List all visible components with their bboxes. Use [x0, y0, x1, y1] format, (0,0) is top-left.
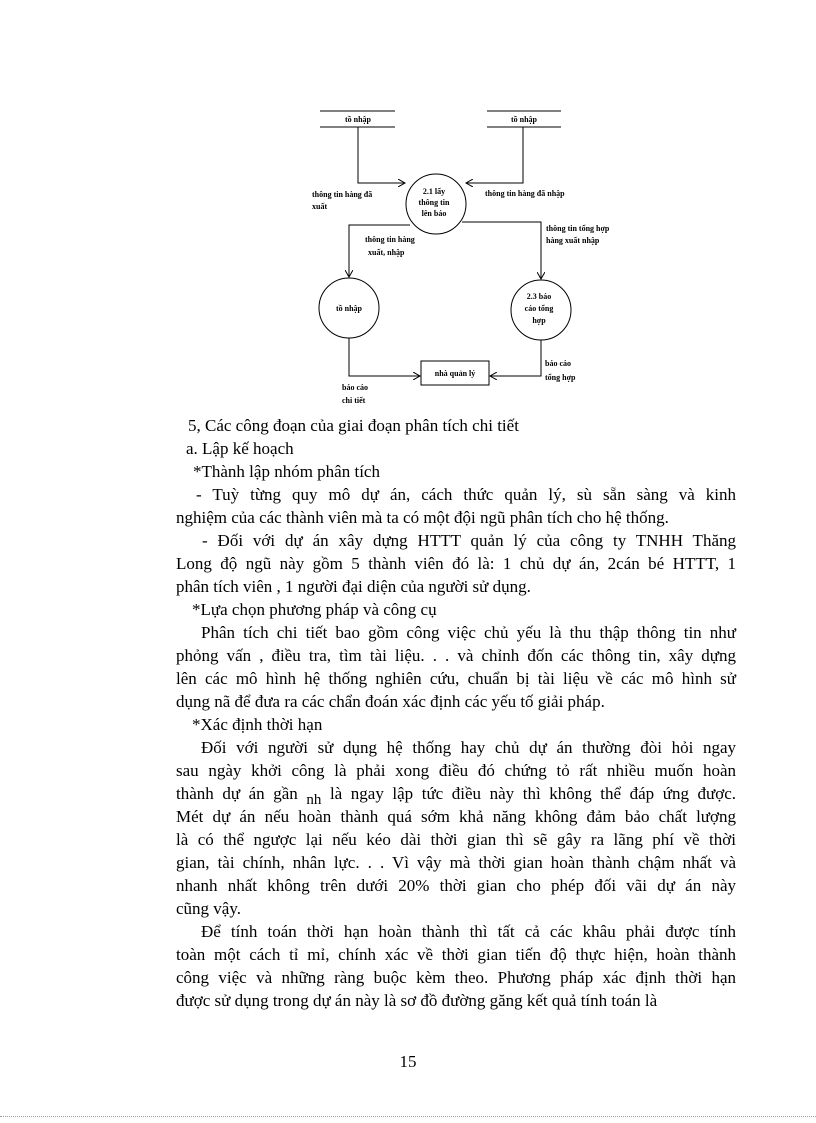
- paragraph-line: - Tuỳ từng quy mô dự án, cách thức quản lý, sù sẵn sàng và kinh: [196, 485, 736, 504]
- body-text: [176, 414, 736, 1012]
- process-center-line1: 2.1 lấy: [422, 187, 446, 196]
- paragraph-line: Mét dự án nếu hoàn thành quá sớm khả năng không đảm bảo chất lượng: [176, 807, 736, 826]
- paragraph-line: Long độ ngũ này gồm 5 thành viên đó là: 1 chủ dự án, 2cán bé HTTT, 1: [176, 554, 736, 573]
- paragraph-line: sau ngày khởi công là phải xong điều đó chứng tỏ rất nhiều muốn hoàn: [176, 761, 736, 780]
- text-fragment: là ngay lập tức điều này thì không thể đáp ứng được.: [329, 784, 737, 803]
- paragraph-line: Để tính toán thời hạn hoàn thành thì tất cả các khâu phải được tính: [201, 922, 736, 941]
- paragraph-line: là có thể ngược lại nếu kéo dài thời gian thì sẽ gây ra lãng phí về thời: [176, 830, 736, 849]
- process-left-label: tồ nhập: [335, 304, 363, 313]
- paragraph-line: dụng nã để đưa ra các chẩn đoán xác định các yếu tố giải pháp.: [176, 692, 605, 711]
- process-center: [406, 174, 466, 234]
- flow-right-to-entity: [490, 340, 541, 376]
- page-bottom-divider: [0, 1116, 816, 1117]
- data-store-left-label: tồ nhập: [344, 115, 372, 124]
- data-store-left: [320, 111, 395, 127]
- flow-label-left-in-1: thông tin hàng đã: [312, 190, 373, 199]
- data-flow-diagram: [0, 0, 816, 420]
- paragraph-line: gian, tài chính, nhân lực. . . Vì vậy mà thời gian hoàn thành chậm nhất và: [176, 853, 736, 872]
- flow-center-to-right: [462, 222, 541, 279]
- process-right: [511, 280, 571, 340]
- paragraph-line: - Đối với dự án xây dựng HTTT quản lý của công ty TNHH Thăng: [202, 531, 736, 550]
- paragraph-line: Phân tích chi tiết bao gồm công việc chủ yếu là thu thập thông tin như: [201, 623, 736, 642]
- paragraph-line: nghiệm của các thành viên mà ta có một đội ngũ phân tích cho hệ thống.: [176, 508, 669, 527]
- paragraph-line: được sử dụng trong dự án này là sơ đồ đường găng kết quả tính toán là: [176, 991, 658, 1010]
- paragraph-line: phỏng vấn , điều tra, tìm tài liệu. . . và chỉnh đốn các thông tin, xây dựng: [176, 646, 736, 665]
- process-left: [319, 278, 379, 338]
- paragraph-line: cũng vậy.: [176, 899, 241, 918]
- flow-left-to-entity: [349, 338, 420, 376]
- flow-label-center-right-2: hàng xuất nhập: [546, 236, 600, 245]
- flow-label-right-in: thông tin hàng đã nhập: [485, 189, 565, 198]
- flow-label-center-left-1: thông tin hàng: [365, 235, 415, 244]
- paragraph-line: nhanh nhất không trên dưới 20% thời gian cho phép đối vãi dự án này: [176, 876, 736, 895]
- flow-right-store-to-center: [466, 127, 523, 183]
- process-center-line2: thông tin: [418, 198, 450, 207]
- external-entity-label: nhà quản lý: [434, 369, 476, 378]
- topic-heading-deadline: *Xác định thời hạn: [192, 715, 323, 734]
- flow-left-store-to-center: [358, 127, 405, 183]
- flow-label-right-bottom-2: tổng hợp: [545, 373, 576, 382]
- text-fragment: thành dự án gần: [176, 784, 298, 803]
- flow-label-left-bottom-2: chi tiết: [342, 396, 366, 405]
- topic-heading-team: *Thành lập nhóm phân tích: [193, 462, 380, 481]
- section-heading: 5, Các công đoạn của giai đoạn phân tích chi tiết: [188, 416, 519, 435]
- data-store-right-label: tồ nhập: [510, 115, 538, 124]
- flow-label-center-left-2: xuất, nhập: [368, 248, 405, 257]
- topic-heading-method: *Lựa chọn phương pháp và công cụ: [192, 600, 437, 619]
- paragraph-line: [176, 782, 737, 808]
- subsection-heading: a. Lập kế hoạch: [186, 439, 294, 458]
- flow-label-left-bottom-1: báo cáo: [342, 383, 368, 392]
- process-right-line2: cáo tổng: [524, 304, 554, 313]
- process-right-line1: 2.3 báo: [526, 292, 552, 301]
- data-store-right: [487, 111, 561, 127]
- paragraph-line: phân tích viên , 1 người đại diện của người sử dụng.: [176, 577, 531, 596]
- external-entity: [421, 361, 489, 385]
- paragraph-line: toàn một cách tỉ mỉ, chính xác về thời gian tiến độ thực hiện, hoàn thành: [176, 945, 736, 964]
- process-center-line3: lên báo: [421, 209, 447, 218]
- process-right-line3: hợp: [532, 316, 546, 325]
- flow-label-center-right-1: thông tin tổng hợp: [546, 224, 610, 233]
- flow-label-right-bottom-1: báo cáo: [545, 359, 571, 368]
- paragraph-line: lên các mô hình hệ thống nghiên cứu, chuẩn bị tài liệu về các mô hình sử: [176, 669, 736, 688]
- subscript-fragment: nh: [306, 792, 322, 808]
- page-number: 15: [399, 1052, 417, 1071]
- paragraph-line: công việc và những ràng buộc kèm theo. Phương pháp xác định thời hạn: [176, 968, 736, 987]
- paragraph-line: Đối với người sử dụng hệ thống hay chủ dự án thường đòi hỏi ngay: [201, 738, 736, 757]
- flow-label-left-in-2: xuất: [312, 202, 328, 211]
